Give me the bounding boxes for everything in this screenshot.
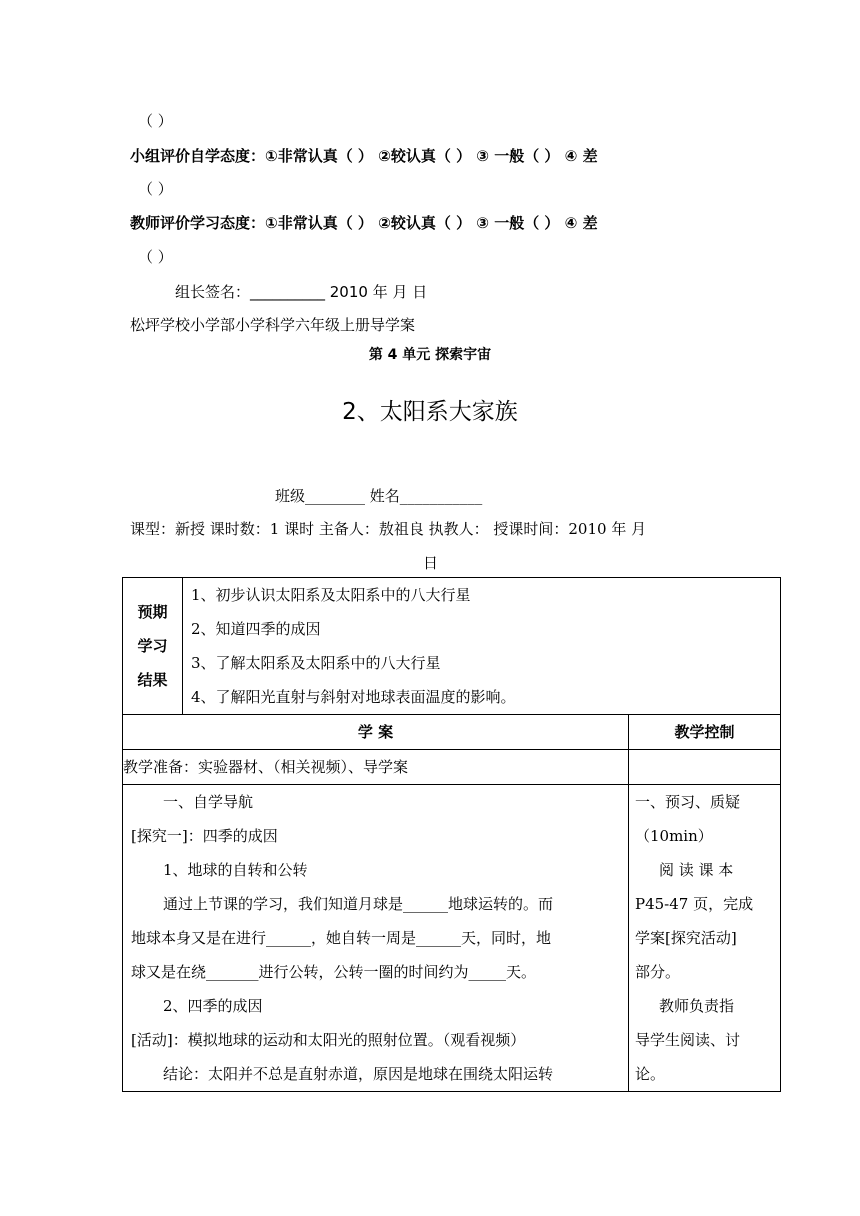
- side-line: （10min）: [635, 827, 713, 845]
- body-line: 一、自学导航: [163, 793, 254, 811]
- lesson-info-line: 课型：新授 课时数：1 课时 主备人：敖祖良 执教人： 授课时间：2010 年 月: [130, 520, 647, 538]
- goal-item: 1、初步认识太阳系及太阳系中的八大行星: [191, 586, 471, 604]
- body-line: 通过上节课的学习，我们知道月球是______地球运转的。而: [163, 895, 554, 913]
- side-line: 阅 读 课 本: [659, 861, 734, 879]
- group-eval-line: [130, 145, 598, 166]
- side-line: 学案[探究活动]: [635, 929, 737, 947]
- page-title: 2、太阳系大家族: [342, 399, 518, 425]
- goal-item: 4、了解阳光直射与斜射对地球表面温度的影响。: [191, 688, 516, 706]
- unit-title: 第 4 单元 探索宇宙: [368, 347, 492, 363]
- goals-label-2: 学习: [137, 637, 168, 655]
- teacher-eval-line: [130, 212, 598, 233]
- body-line: 球又是在绕_______进行公转，公转一圈的时间约为_____天。: [131, 963, 537, 981]
- group-eval-text: 小组评价自学态度：①非常认真（ ） ②较认真（ ） ③ 一般（ ） ④ 差: [130, 147, 598, 165]
- body-line: 结论：太阳并不总是直射赤道，原因是地球在围绕太阳运转: [163, 1065, 554, 1083]
- goals-label-1: 预期: [137, 603, 168, 621]
- teacher-eval-text: 教师评价学习态度：①非常认真（ ） ②较认真（ ） ③ 一般（ ） ④ 差: [130, 214, 598, 232]
- class-name-line: 班级________ 姓名___________: [275, 487, 483, 505]
- paren-line-2: （ ）: [138, 180, 173, 198]
- teaching-prep-side: [629, 750, 781, 785]
- teaching-control-cell: [629, 785, 781, 1092]
- body-line: [探究一]：四季的成因: [131, 827, 278, 845]
- side-line: 教师负责指: [659, 997, 735, 1015]
- study-body-cell: [123, 785, 629, 1092]
- teaching-control-header: 教学控制: [629, 715, 781, 750]
- school-title: 松坪学校小学部小学科学六年级上册导学案: [130, 316, 416, 334]
- paren-line-1: （ ）: [138, 112, 173, 130]
- side-line: 论。: [635, 1065, 666, 1083]
- goals-cell: [183, 578, 781, 715]
- body-line: 地球本身又是在进行______，她自转一周是______天，同时，地: [131, 929, 552, 947]
- goal-item: 2、知道四季的成因: [191, 620, 321, 638]
- goal-item: 3、了解太阳系及太阳系中的八大行星: [191, 654, 441, 672]
- signature-line: 组长签名：__________ 2010 年 月 日: [175, 283, 428, 301]
- body-line: 2、四季的成因: [163, 997, 263, 1015]
- goals-label-cell: [123, 578, 183, 715]
- side-line: 一、预习、质疑: [635, 793, 741, 811]
- lesson-info-day: 日: [423, 554, 439, 572]
- paren-line-3: （ ）: [138, 248, 173, 266]
- teaching-prep: 教学准备：实验器材、（相关视频）、导学案: [123, 750, 629, 785]
- goals-label-3: 结果: [137, 671, 168, 689]
- lesson-table: [122, 577, 781, 1092]
- side-line: 部分。: [635, 963, 681, 981]
- side-line: P45-47 页，完成: [635, 895, 754, 913]
- study-plan-header: 学 案: [123, 715, 629, 750]
- side-line: 导学生阅读、讨: [635, 1031, 741, 1049]
- body-line: [活动]：模拟地球的运动和太阳光的照射位置。（观看视频）: [131, 1031, 526, 1049]
- body-line: 1、地球的自转和公转: [163, 861, 308, 879]
